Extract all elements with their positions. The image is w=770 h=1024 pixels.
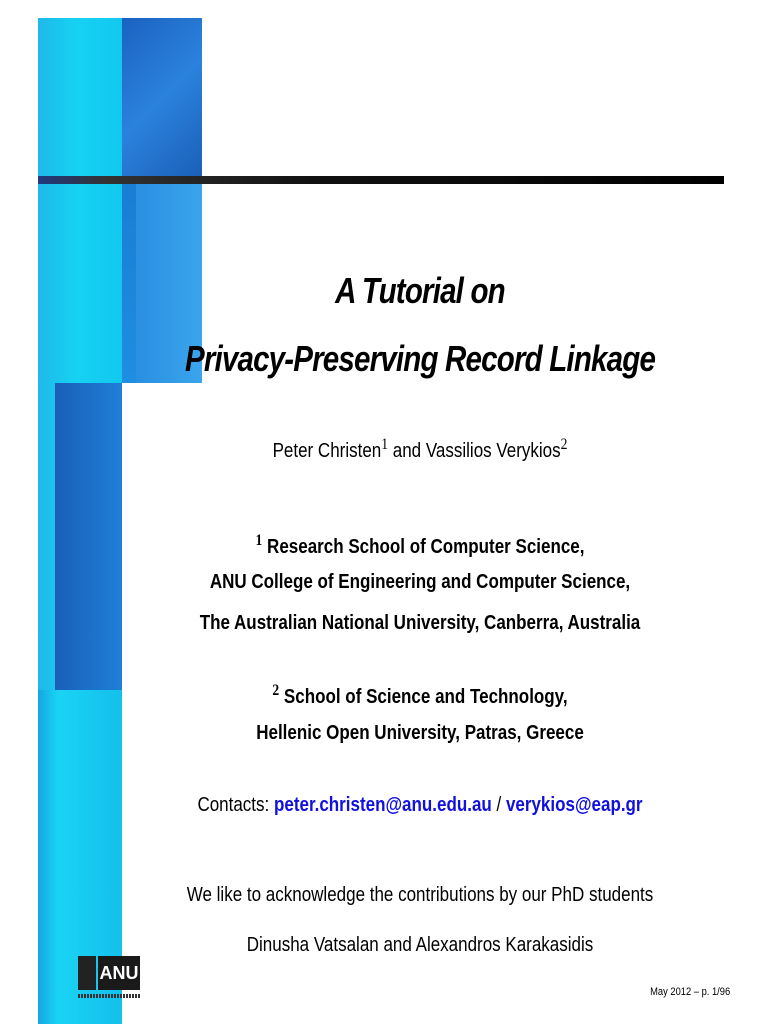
affiliation-2-text: School of Science and Technology, <box>279 686 568 708</box>
decor-bar-cyan-lower <box>38 690 58 1024</box>
acknowledgement-line-2: Dinusha Vatsalan and Alexandros Karakasidis <box>246 934 594 956</box>
contacts-label: Contacts: <box>197 794 274 816</box>
affiliation-1-line-3: The Australian National University, Canberra, Australia <box>199 612 641 634</box>
author-2: Vassilios Verykios <box>425 440 561 462</box>
affiliation-1-line-1 <box>182 532 658 559</box>
title-line-2: Privacy-Preserving Record Linkage <box>184 338 656 379</box>
decor-horizontal-rule <box>38 176 724 184</box>
contacts-line <box>182 794 658 817</box>
decor-block-blue-top <box>122 18 202 178</box>
anu-logo <box>78 956 140 1004</box>
acknowledgement-line-1: We like to acknowledge the contributions by our PhD students <box>186 884 654 906</box>
author-1: Peter Christen <box>272 440 382 462</box>
anu-crest-icon <box>78 956 96 990</box>
affiliation-1-sup: 1 <box>255 532 263 549</box>
author-2-sup: 2 <box>560 436 568 453</box>
affiliation-1-text: Research School of Computer Science, <box>262 536 585 558</box>
anu-logo-text: ANU <box>98 956 140 990</box>
decor-bar-blue-mid <box>55 383 122 690</box>
contacts-separator: / <box>491 794 506 816</box>
title-line-1: A Tutorial on <box>335 270 505 311</box>
email-link-verykios[interactable]: verykios@eap.gr <box>505 794 643 816</box>
affiliation-2-line-2: Hellenic Open University, Patras, Greece <box>256 722 584 744</box>
slide-footer: May 2012 – p. 1/96 <box>649 986 730 998</box>
anu-logo-caption <box>78 994 140 998</box>
author-1-sup: 1 <box>381 436 389 453</box>
authors-line <box>182 436 658 463</box>
affiliation-1-line-2: ANU College of Engineering and Computer Science, <box>209 571 631 593</box>
affiliation-2-line-1 <box>182 682 658 709</box>
author-joiner: and <box>388 440 426 462</box>
email-link-christen[interactable]: peter.christen@anu.edu.au <box>273 794 492 816</box>
affiliation-2-sup: 2 <box>272 682 280 699</box>
